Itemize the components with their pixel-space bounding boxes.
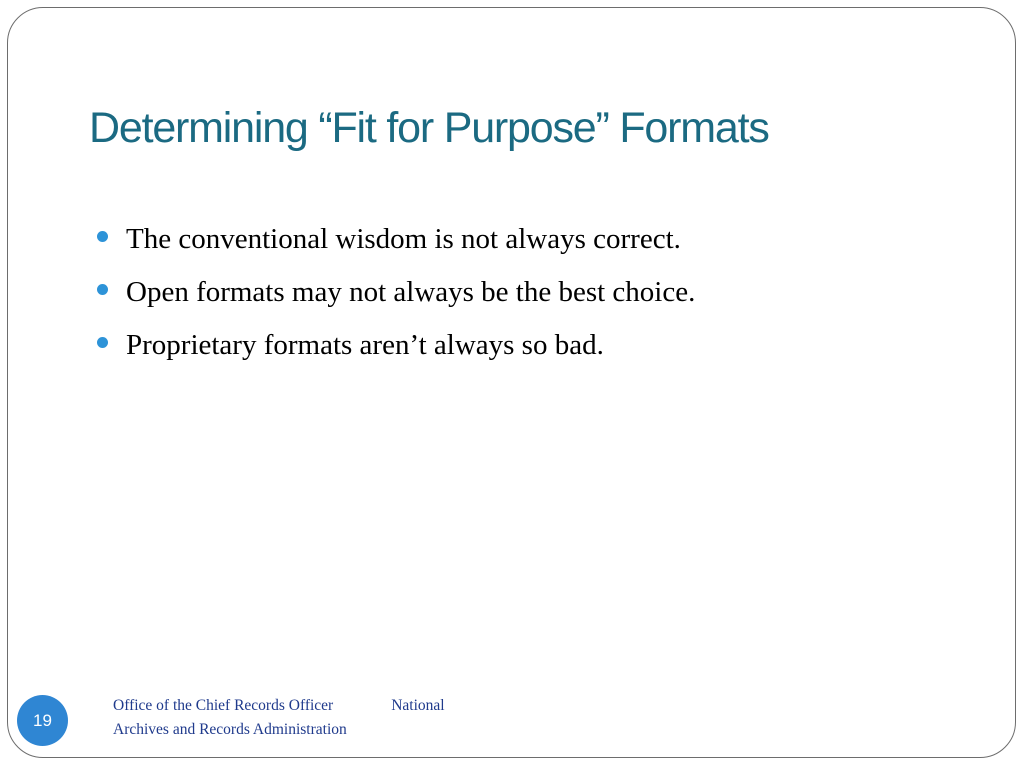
footer-line-2: Archives and Records Administration: [113, 721, 347, 738]
bullet-list: [97, 213, 695, 372]
slide-title: Determining “Fit for Purpose” Formats: [89, 104, 769, 152]
footer-office-text: Office of the Chief Records Officer: [113, 697, 334, 714]
footer-line-1: [113, 694, 493, 718]
footer-national-text: National: [391, 697, 445, 714]
footer: [113, 694, 493, 742]
bullet-text: Open formats may not always be the best choice.: [126, 276, 696, 308]
bullet-text: The conventional wisdom is not always correct.: [126, 223, 681, 255]
bullet-text: Proprietary formats aren’t always so bad.: [126, 329, 604, 361]
page-number-badge: [17, 695, 68, 746]
bullet-dot-icon: [97, 337, 108, 348]
bullet-item: [97, 319, 695, 372]
bullet-item: [97, 266, 695, 319]
bullet-dot-icon: [97, 284, 108, 295]
page-number: 19: [33, 710, 52, 730]
bullet-item: [97, 213, 695, 266]
bullet-dot-icon: [97, 231, 108, 242]
